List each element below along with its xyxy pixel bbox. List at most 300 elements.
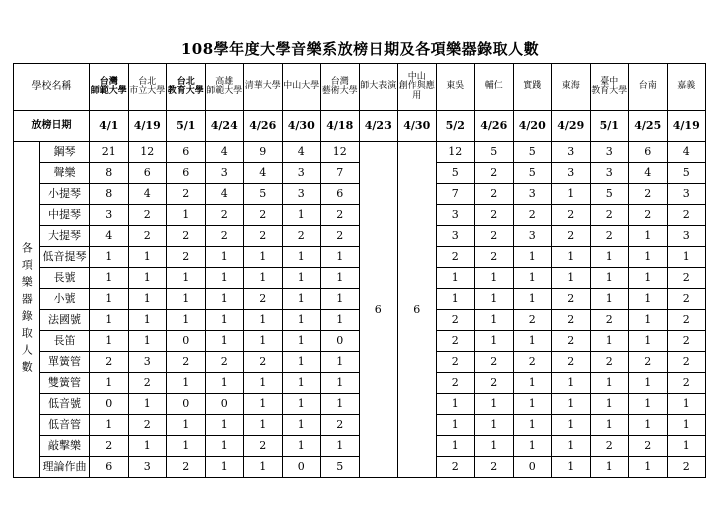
count-cell: 2	[667, 331, 706, 352]
count-cell: 1	[513, 436, 552, 457]
count-cell: 1	[167, 289, 206, 310]
count-cell: 1	[321, 289, 360, 310]
count-cell: 1	[321, 436, 360, 457]
count-cell: 2	[436, 457, 475, 478]
count-cell: 7	[321, 163, 360, 184]
count-cell: 1	[321, 310, 360, 331]
count-cell: 5	[513, 142, 552, 163]
count-cell: 2	[552, 331, 591, 352]
count-cell: 12	[436, 142, 475, 163]
school-name-cell	[321, 64, 360, 111]
count-cell: 1	[667, 415, 706, 436]
count-cell: 2	[128, 373, 167, 394]
count-cell: 6	[321, 184, 360, 205]
count-cell: 2	[244, 205, 283, 226]
count-cell: 1	[282, 352, 321, 373]
count-cell: 8	[90, 184, 129, 205]
count-cell: 2	[513, 310, 552, 331]
count-cell: 1	[282, 310, 321, 331]
instrument-name: 單簧管	[40, 352, 90, 373]
count-cell: 1	[629, 457, 668, 478]
release-date-label: 放榜日期	[14, 111, 90, 142]
count-cell: 1	[436, 394, 475, 415]
count-cell: 6	[167, 163, 206, 184]
count-cell: 2	[205, 205, 244, 226]
count-cell: 1	[321, 352, 360, 373]
school-name-line-2: 師範大學	[206, 86, 243, 96]
count-cell: 2	[513, 205, 552, 226]
count-cell: 1	[90, 247, 129, 268]
count-cell: 2	[629, 436, 668, 457]
count-cell: 12	[128, 142, 167, 163]
count-cell: 2	[167, 352, 206, 373]
count-cell: 1	[205, 310, 244, 331]
school-name-line-2: 藝術大學	[321, 86, 358, 96]
count-cell: 6	[128, 163, 167, 184]
count-cell: 1	[629, 415, 668, 436]
count-cell: 1	[629, 289, 668, 310]
count-cell: 2	[436, 352, 475, 373]
count-cell: 1	[128, 394, 167, 415]
count-cell: 3	[513, 226, 552, 247]
school-name-line-2: 師範大學	[90, 86, 127, 96]
count-cell: 1	[513, 373, 552, 394]
count-cell: 5	[244, 184, 283, 205]
release-date-cell: 4/25	[629, 111, 668, 142]
school-name-line-1: 輔仁	[484, 81, 503, 92]
school-name-line-1: 東吳	[446, 81, 465, 92]
count-cell: 2	[244, 289, 283, 310]
school-name-cell	[398, 64, 437, 111]
count-cell: 2	[475, 226, 514, 247]
release-date-cell: 5/2	[436, 111, 475, 142]
count-cell: 1	[513, 268, 552, 289]
count-cell: 1	[667, 436, 706, 457]
count-cell: 2	[321, 205, 360, 226]
count-cell: 1	[321, 247, 360, 268]
school-name-cell	[475, 64, 514, 111]
count-cell: 1	[590, 457, 629, 478]
count-cell: 2	[590, 205, 629, 226]
count-cell: 1	[513, 394, 552, 415]
instrument-name: 長號	[40, 268, 90, 289]
count-cell: 0	[167, 394, 206, 415]
school-name-label: 學校名稱	[14, 64, 90, 111]
count-cell: 6	[629, 142, 668, 163]
count-cell: 1	[590, 247, 629, 268]
count-cell: 2	[167, 226, 206, 247]
count-cell: 1	[513, 289, 552, 310]
count-cell: 5	[667, 163, 706, 184]
school-name-cell	[244, 64, 283, 111]
count-cell: 3	[436, 226, 475, 247]
count-cell: 4	[282, 142, 321, 163]
count-cell: 1	[244, 415, 283, 436]
count-cell: 2	[167, 457, 206, 478]
count-cell: 0	[90, 394, 129, 415]
count-cell: 6	[90, 457, 129, 478]
count-cell: 1	[590, 415, 629, 436]
count-cell: 1	[552, 394, 591, 415]
count-cell: 2	[590, 436, 629, 457]
count-cell: 1	[128, 436, 167, 457]
count-cell: 1	[552, 436, 591, 457]
count-cell: 1	[205, 289, 244, 310]
release-date-cell: 4/18	[321, 111, 360, 142]
count-cell: 2	[629, 184, 668, 205]
count-cell: 5	[590, 184, 629, 205]
count-cell: 2	[244, 352, 283, 373]
count-cell: 7	[436, 184, 475, 205]
count-cell: 1	[128, 289, 167, 310]
release-date-cell: 4/29	[552, 111, 591, 142]
count-cell: 2	[590, 310, 629, 331]
count-cell: 1	[167, 205, 206, 226]
instrument-name: 大提琴	[40, 226, 90, 247]
count-cell: 1	[244, 310, 283, 331]
count-cell: 1	[629, 268, 668, 289]
count-cell: 4	[128, 184, 167, 205]
count-cell: 1	[629, 331, 668, 352]
school-name-cell	[167, 64, 206, 111]
release-date-cell: 4/26	[244, 111, 283, 142]
count-cell: 1	[590, 331, 629, 352]
count-cell: 2	[205, 352, 244, 373]
count-cell: 1	[205, 247, 244, 268]
school-name-line-1: 中山大學	[283, 81, 320, 92]
count-cell: 5	[436, 163, 475, 184]
count-cell: 1	[282, 436, 321, 457]
admission-table	[13, 63, 706, 478]
school-name-cell	[629, 64, 668, 111]
school-name-cell	[667, 64, 706, 111]
count-cell: 1	[629, 394, 668, 415]
count-cell: 1	[90, 373, 129, 394]
count-cell: 2	[667, 457, 706, 478]
count-cell: 2	[667, 352, 706, 373]
school-name-cell	[282, 64, 321, 111]
count-cell: 1	[205, 268, 244, 289]
count-cell: 2	[629, 205, 668, 226]
count-cell: 2	[436, 247, 475, 268]
count-cell: 1	[244, 331, 283, 352]
count-cell: 5	[513, 163, 552, 184]
instrument-name: 低音號	[40, 394, 90, 415]
count-cell: 2	[282, 226, 321, 247]
school-name-line-1: 台灣	[99, 76, 118, 87]
count-cell: 1	[90, 310, 129, 331]
count-cell: 2	[475, 247, 514, 268]
release-date-cell: 5/1	[167, 111, 206, 142]
count-cell: 1	[282, 268, 321, 289]
count-cell: 3	[552, 163, 591, 184]
count-cell: 2	[475, 184, 514, 205]
release-date-cell: 4/19	[128, 111, 167, 142]
count-cell: 1	[475, 394, 514, 415]
count-cell: 2	[590, 226, 629, 247]
count-cell: 3	[590, 163, 629, 184]
count-cell: 1	[552, 268, 591, 289]
school-name-line-1: 嘉義	[677, 81, 696, 92]
count-cell: 1	[552, 457, 591, 478]
release-date-cell: 5/1	[590, 111, 629, 142]
count-cell: 2	[205, 226, 244, 247]
count-cell: 1	[513, 415, 552, 436]
count-cell: 2	[513, 352, 552, 373]
count-cell: 2	[436, 310, 475, 331]
school-name-cell	[128, 64, 167, 111]
instrument-name: 法國號	[40, 310, 90, 331]
count-cell: 5	[321, 457, 360, 478]
count-cell: 2	[629, 352, 668, 373]
school-name-line-1: 中山	[407, 71, 426, 82]
count-cell: 1	[90, 331, 129, 352]
count-cell: 1	[475, 268, 514, 289]
count-cell: 1	[552, 373, 591, 394]
school-name-line-1: 清華大學	[244, 81, 281, 92]
count-cell: 1	[513, 331, 552, 352]
count-cell: 2	[552, 289, 591, 310]
release-date-cell: 4/26	[475, 111, 514, 142]
count-cell: 1	[90, 415, 129, 436]
instrument-name: 鋼琴	[40, 142, 90, 163]
count-cell: 2	[436, 331, 475, 352]
count-cell: 4	[667, 142, 706, 163]
count-cell: 1	[282, 205, 321, 226]
count-cell: 2	[475, 163, 514, 184]
school-header-row	[14, 64, 706, 111]
count-cell: 3	[513, 184, 552, 205]
count-cell: 1	[513, 247, 552, 268]
count-cell: 3	[667, 226, 706, 247]
instrument-group-label: 各項樂器錄取人數	[14, 142, 40, 478]
count-cell: 2	[552, 226, 591, 247]
instrument-name: 敲擊樂	[40, 436, 90, 457]
school-name-cell	[359, 64, 398, 111]
release-date-cell: 4/23	[359, 111, 398, 142]
count-cell: 1	[629, 226, 668, 247]
count-cell: 1	[321, 268, 360, 289]
count-cell: 1	[205, 373, 244, 394]
count-cell: 0	[282, 457, 321, 478]
count-cell: 1	[128, 310, 167, 331]
count-cell: 2	[128, 415, 167, 436]
school-name-line-1: 台北	[176, 76, 195, 87]
count-cell: 2	[167, 247, 206, 268]
count-cell: 0	[205, 394, 244, 415]
count-cell: 1	[552, 415, 591, 436]
school-name-cell	[90, 64, 129, 111]
count-cell: 2	[90, 352, 129, 373]
school-name-line-1: 師大表演	[360, 81, 397, 92]
count-cell: 1	[436, 289, 475, 310]
merged-count-cell: 6	[359, 142, 398, 478]
instrument-name: 雙簧管	[40, 373, 90, 394]
count-cell: 2	[167, 184, 206, 205]
count-cell: 2	[90, 436, 129, 457]
instrument-name: 理論作曲	[40, 457, 90, 478]
count-cell: 1	[590, 268, 629, 289]
instrument-name: 低音提琴	[40, 247, 90, 268]
count-cell: 2	[244, 436, 283, 457]
count-cell: 1	[667, 394, 706, 415]
release-date-cell: 4/24	[205, 111, 244, 142]
school-name-cell	[590, 64, 629, 111]
count-cell: 2	[321, 226, 360, 247]
count-cell: 1	[90, 289, 129, 310]
count-cell: 2	[552, 352, 591, 373]
release-date-cell: 4/30	[398, 111, 437, 142]
count-cell: 1	[244, 247, 283, 268]
count-cell: 3	[282, 184, 321, 205]
school-name-cell	[552, 64, 591, 111]
count-cell: 1	[282, 415, 321, 436]
count-cell: 1	[475, 310, 514, 331]
count-cell: 1	[436, 268, 475, 289]
count-cell: 1	[205, 331, 244, 352]
count-cell: 1	[282, 394, 321, 415]
school-name-line-1: 台北	[138, 76, 157, 87]
count-cell: 2	[128, 205, 167, 226]
count-cell: 2	[321, 415, 360, 436]
count-cell: 1	[475, 436, 514, 457]
count-cell: 3	[552, 142, 591, 163]
school-name-line-1: 台南	[638, 81, 657, 92]
count-cell: 4	[205, 184, 244, 205]
count-cell: 1	[244, 373, 283, 394]
count-cell: 1	[629, 310, 668, 331]
count-cell: 1	[629, 247, 668, 268]
count-cell: 1	[128, 268, 167, 289]
document-title: 108學年度大學音樂系放榜日期及各項樂器錄取人數	[180, 40, 540, 58]
count-cell: 1	[90, 268, 129, 289]
school-name-line-2: 教育大學	[591, 86, 628, 96]
count-cell: 1	[629, 373, 668, 394]
count-cell: 4	[90, 226, 129, 247]
count-cell: 2	[667, 205, 706, 226]
count-cell: 2	[590, 352, 629, 373]
count-cell: 1	[552, 184, 591, 205]
count-cell: 2	[475, 373, 514, 394]
count-cell: 1	[167, 373, 206, 394]
count-cell: 0	[167, 331, 206, 352]
count-cell: 1	[167, 436, 206, 457]
count-cell: 1	[128, 247, 167, 268]
count-cell: 2	[552, 310, 591, 331]
count-cell: 2	[244, 226, 283, 247]
count-cell: 9	[244, 142, 283, 163]
count-cell: 6	[167, 142, 206, 163]
instrument-row	[14, 142, 706, 163]
count-cell: 2	[667, 310, 706, 331]
school-name-line-1: 東海	[561, 81, 580, 92]
count-cell: 2	[475, 205, 514, 226]
count-cell: 2	[667, 373, 706, 394]
count-cell: 1	[167, 268, 206, 289]
instrument-name: 聲樂	[40, 163, 90, 184]
instrument-name: 長笛	[40, 331, 90, 352]
instrument-name: 低音管	[40, 415, 90, 436]
count-cell: 1	[244, 394, 283, 415]
count-cell: 1	[475, 289, 514, 310]
count-cell: 1	[321, 373, 360, 394]
count-cell: 1	[205, 436, 244, 457]
release-date-cell: 4/30	[282, 111, 321, 142]
count-cell: 1	[552, 247, 591, 268]
count-cell: 3	[667, 184, 706, 205]
school-name-line-2: 創作與應用	[398, 81, 435, 101]
school-name-line-1: 高雄	[215, 76, 234, 87]
count-cell: 1	[205, 457, 244, 478]
count-cell: 1	[436, 415, 475, 436]
count-cell: 1	[205, 415, 244, 436]
count-cell: 1	[167, 310, 206, 331]
school-name-line-1: 台灣	[330, 76, 349, 87]
count-cell: 3	[282, 163, 321, 184]
count-cell: 3	[128, 457, 167, 478]
count-cell: 3	[436, 205, 475, 226]
count-cell: 1	[436, 436, 475, 457]
count-cell: 8	[90, 163, 129, 184]
release-date-cell: 4/1	[90, 111, 129, 142]
count-cell: 1	[667, 247, 706, 268]
school-name-line-2: 教育大學	[167, 86, 204, 96]
count-cell: 1	[282, 373, 321, 394]
release-date-cell: 4/19	[667, 111, 706, 142]
count-cell: 3	[590, 142, 629, 163]
release-date-row	[14, 111, 706, 142]
count-cell: 1	[590, 373, 629, 394]
count-cell: 1	[590, 289, 629, 310]
count-cell: 1	[321, 394, 360, 415]
instrument-name: 小號	[40, 289, 90, 310]
school-name-cell	[513, 64, 552, 111]
count-cell: 1	[282, 247, 321, 268]
count-cell: 3	[205, 163, 244, 184]
count-cell: 1	[475, 331, 514, 352]
release-date-cell: 4/20	[513, 111, 552, 142]
school-name-cell	[436, 64, 475, 111]
school-name-line-1: 臺中	[600, 76, 619, 87]
count-cell: 21	[90, 142, 129, 163]
count-cell: 3	[128, 352, 167, 373]
count-cell: 2	[552, 205, 591, 226]
merged-count-cell: 6	[398, 142, 437, 478]
count-cell: 4	[244, 163, 283, 184]
instrument-name: 小提琴	[40, 184, 90, 205]
count-cell: 2	[475, 457, 514, 478]
count-cell: 5	[475, 142, 514, 163]
count-cell: 1	[475, 415, 514, 436]
count-cell: 1	[590, 394, 629, 415]
count-cell: 3	[90, 205, 129, 226]
count-cell: 1	[282, 289, 321, 310]
count-cell: 0	[321, 331, 360, 352]
count-cell: 2	[667, 268, 706, 289]
school-name-line-2: 市立大學	[129, 86, 166, 96]
school-name-cell	[205, 64, 244, 111]
count-cell: 1	[282, 331, 321, 352]
count-cell: 12	[321, 142, 360, 163]
count-cell: 1	[244, 268, 283, 289]
count-cell: 2	[436, 373, 475, 394]
count-cell: 1	[167, 415, 206, 436]
count-cell: 2	[475, 352, 514, 373]
instrument-name: 中提琴	[40, 205, 90, 226]
count-cell: 1	[128, 331, 167, 352]
school-name-line-1: 實踐	[523, 81, 542, 92]
count-cell: 4	[205, 142, 244, 163]
